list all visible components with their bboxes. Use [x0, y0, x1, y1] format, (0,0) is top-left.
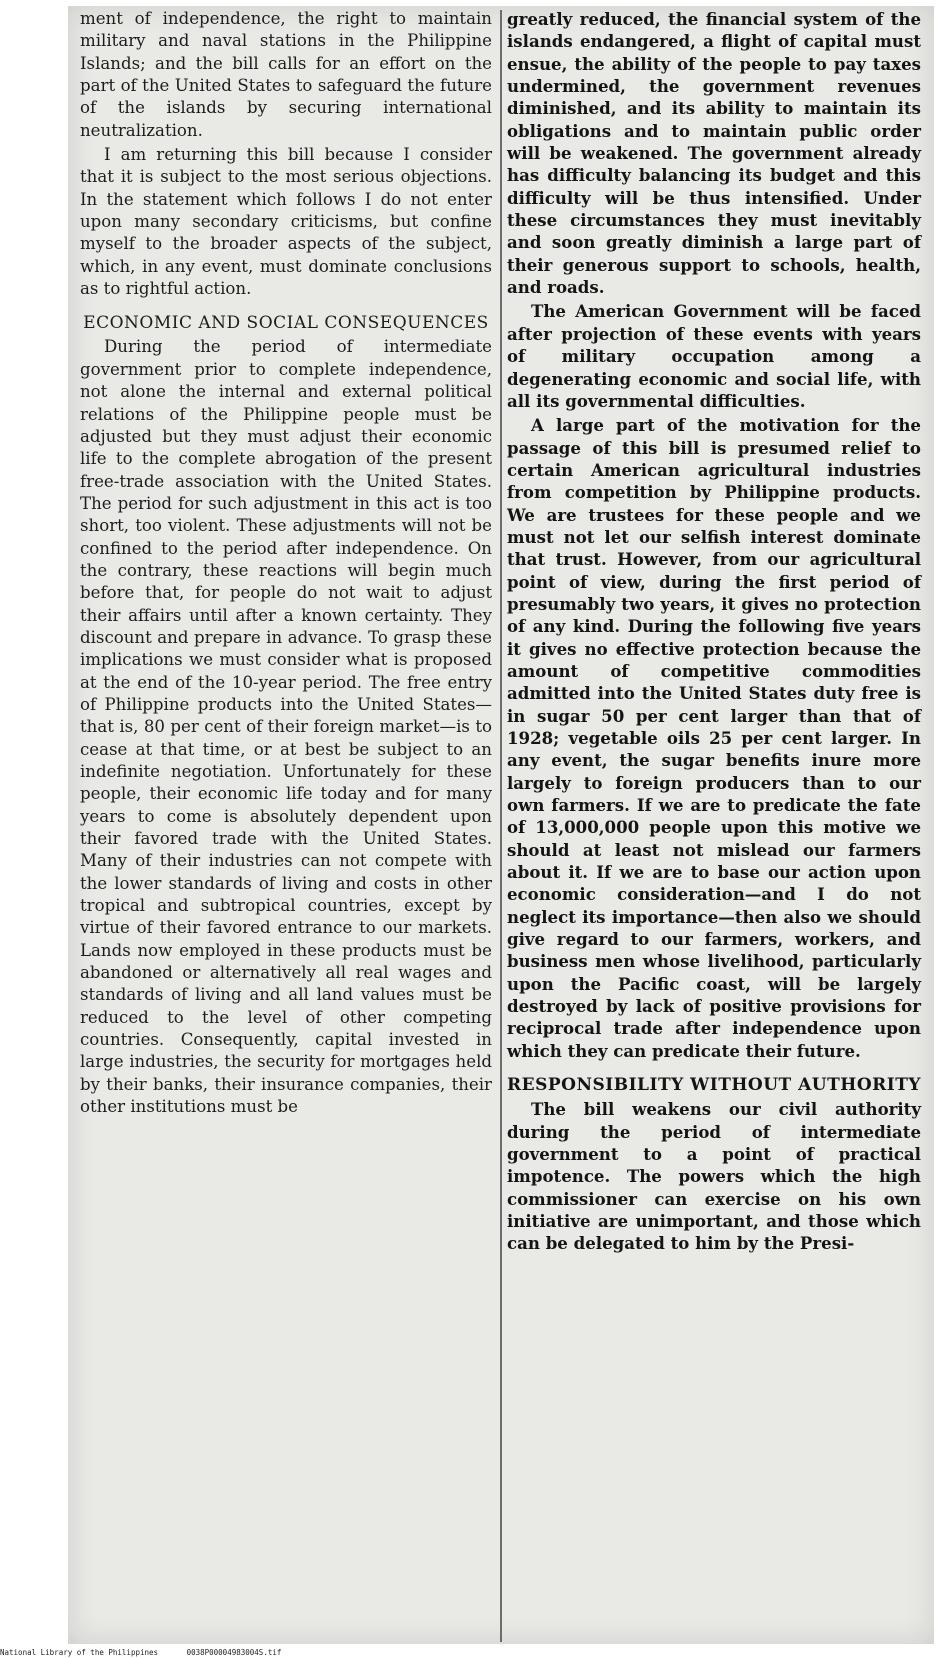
footer-file: 0038P00004983004S.tif: [186, 1648, 282, 1657]
section-heading-economic: ECONOMIC AND SOCIAL CONSEQUENCES: [83, 313, 489, 334]
right-paragraph-1: greatly reduced, the financial system of the islands endangered, a flight of capital must ensue, the ability of the people to pay taxes undermined, the government revenues diminished, and its ability to maintain its obligations and to maintain public order will be weakened. The government already has difficulty balancing its budget and this difficulty will be thus intensified. Under these circumstances they must inevitably and soon greatly diminish a large part of their generous support to schools, health, and roads.: [507, 9, 921, 298]
left-column: [80, 8, 496, 1119]
footer-library: National Library of the Philippines: [0, 1648, 159, 1657]
right-paragraph-4: The bill weakens our civil authority during the period of intermediate government to a point of practical impotence. The powers which the high commissioner can exercise on his own initiative are unimportant, and those which can be delegated to him by the Presi-: [507, 1099, 921, 1254]
left-paragraph-1: ment of independence, the right to maintain military and naval stations in the Philippine Islands; and the bill calls for an effort on the part of the United States to safeguard the future of the islands by securing international neutralization.: [80, 9, 492, 140]
scan-footer: [0, 1648, 939, 1658]
section-heading-responsibility: RESPONSIBILITY WITHOUT AUTHORITY: [507, 1075, 922, 1096]
column-divider: [500, 10, 502, 1642]
right-paragraph-2: The American Government will be faced after projection of these events with years of military occupation among a degenerating economic and social life, with all its governmental difficulties.: [507, 301, 921, 411]
right-paragraph-3: A large part of the motivation for the passage of this bill is presumed relief to certain American agricultural industries from competition by Philippine products. We are trustees for these people and we must not let our selfish interest dominate that trust. However, from our agricultural point of view, during the first period of presumably two years, it gives no protection of any kind. During the following five years it gives no effective protection because the amount of competitive commodities admitted into the United States duty free is in sugar 50 per cent larger than that of 1928; vegetable oils 25 per cent larger. In any event, the sugar benefits inure more largely to foreign producers than to our own farmers. If we are to predicate the fate of 13,000,000 people upon this motive we should at least not mislead our farmers about it. If we are to base our action upon economic consideration—and I do not neglect its importance—then also we should give regard to our farmers, workers, and business men whose livelihood, particularly upon the Pacific coast, will be largely destroyed by lack of positive provisions for reciprocal trade after independence upon which they can predicate their future.: [507, 415, 921, 1061]
right-column: [507, 8, 925, 1255]
left-paragraph-3: During the period of intermediate government prior to complete independence, not alone the internal and external political relations of the Philippine people must be adjusted but they must adjust their economic life to the complete abrogation of the present free-trade association with the United States. The period for such adjustment in this act is too short, too violent. These adjustments will not be confined to the period after independence. On the contrary, these reactions will begin much before that, for people do not wait to adjust their affairs until after a known certainty. They discount and prepare in advance. To grasp these implications we must consider what is proposed at the end of the 10-year period. The free entry of Philippine products into the United States—that is, 80 per cent of their foreign market—is to cease at that time, or at best be subject to an indefinite negotiation. Unfortunately for these people, their economic life today and for many years to come is absolutely dependent upon their favored trade with the United States. Many of their industries can not compete with the lower standards of living and costs in other tropical and subtropical countries, except by virtue of their favored entrance to our markets. Lands now employed in these products must be abandoned or alternatively all real wages and standards of living and all land values must be reduced to the level of other competing countries. Consequently, capital invested in large industries, the security for mortgages held by their banks, their insurance companies, their other institutions must be: [80, 337, 492, 1117]
left-paragraph-2: I am returning this bill because I consider that it is subject to the most serious objections. In the statement which follows I do not enter upon many secondary criticisms, but confine myself to the broader aspects of the subject, which, in any event, must dominate conclusions as to rightful action.: [80, 145, 492, 299]
